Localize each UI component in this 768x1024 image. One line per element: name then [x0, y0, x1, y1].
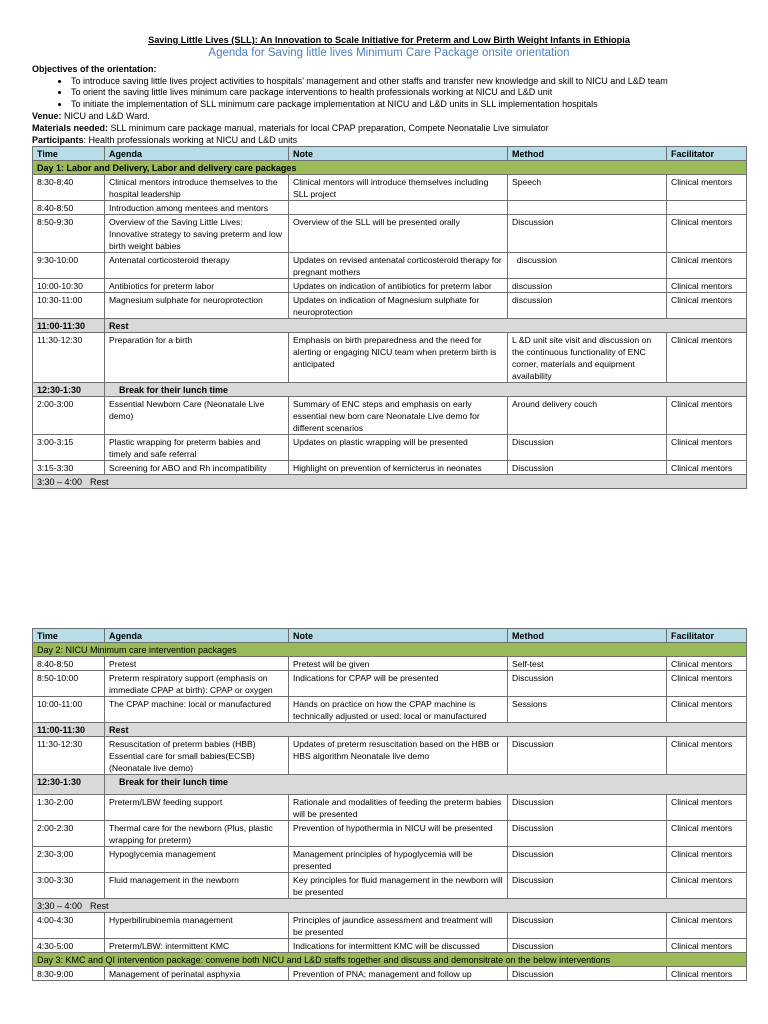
cell-facilitator: Clinical mentors [667, 821, 747, 847]
cell-agenda: Hypoglycemia management [105, 847, 289, 873]
cell-note: Highlight on prevention of kernicterus in neonates [289, 461, 508, 475]
lunch-time: 12:30-1:30 [33, 383, 105, 397]
cell-facilitator: Clinical mentors [667, 967, 747, 981]
cell-time: 3:15-3:30 [33, 461, 105, 475]
cell-agenda: Management of perinatal asphyxia [105, 967, 289, 981]
cell-note: Prevention of hypothermia in NICU will be presented [289, 821, 508, 847]
venue-value: NICU and L&D Ward. [61, 111, 150, 121]
rest-time: 11:00-11:30 [33, 723, 105, 737]
cell-time: 9:30-10:00 [33, 253, 105, 279]
cell-facilitator: Clinical mentors [667, 461, 747, 475]
day-heading-row [33, 643, 747, 657]
table-header-row [33, 629, 747, 643]
cell-facilitator: Clinical mentors [667, 215, 747, 253]
header-facilitator: Facilitator [667, 147, 747, 161]
cell-method: Self-test [508, 657, 667, 671]
header-method: Method [508, 629, 667, 643]
rest-time: 11:00-11:30 [33, 319, 105, 333]
table-row [33, 201, 747, 215]
lunch-label: Break for their lunch time [105, 775, 747, 795]
cell-time: 8:40-8:50 [33, 657, 105, 671]
cell-method: Discussion [508, 939, 667, 953]
table-row [33, 847, 747, 873]
day2-agenda-table [32, 628, 747, 981]
cell-note: Updates on indication of Magnesium sulphate for neuroprotection [289, 293, 508, 319]
cell-method: Discussion [508, 913, 667, 939]
cell-method: Discussion [508, 967, 667, 981]
rest-row [33, 899, 747, 913]
day1-title: Day 1: Labor and Delivery, Labor and delivery care packages [33, 161, 747, 175]
cell-agenda: Resuscitation of preterm babies (HBB) Essential care for small babies(ECSB) (Neonatale live demo) [105, 737, 289, 775]
cell-time: 2:00-2:30 [33, 821, 105, 847]
rest-cell [33, 475, 747, 489]
lunch-time: 12:30-1:30 [33, 775, 105, 795]
cell-facilitator: Clinical mentors [667, 175, 747, 201]
cell-agenda: Screening for ABO and Rh incompatibility [105, 461, 289, 475]
cell-method: discussion [508, 293, 667, 319]
table-row [33, 657, 747, 671]
cell-note: Updates of preterm resuscitation based on the HBB or HBS algorithm Neonatale live demo [289, 737, 508, 775]
table-row [33, 795, 747, 821]
venue-label: Venue: [32, 111, 62, 121]
cell-time: 8:50-9:30 [33, 215, 105, 253]
cell-method: Discussion [508, 795, 667, 821]
table-row [33, 397, 747, 435]
day-heading-row [33, 161, 747, 175]
cell-time: 8:30-8:40 [33, 175, 105, 201]
cell-time: 10:30-11:00 [33, 293, 105, 319]
cell-method [508, 201, 667, 215]
cell-time: 8:30-9:00 [33, 967, 105, 981]
cell-time: 4:00-4:30 [33, 913, 105, 939]
cell-note: Overview of the SLL will be presented orally [289, 215, 508, 253]
cell-method: Discussion [508, 215, 667, 253]
cell-note: Updates on plastic wrapping will be presented [289, 435, 508, 461]
cell-note: Principles of jaundice assessment and treatment will be presented [289, 913, 508, 939]
day3-title: Day 3: KMC and QI intervention package: convene both NICU and L&D staffs together and discuss and demonsitrate on the below interventions [33, 953, 747, 967]
header-time: Time [33, 147, 105, 161]
document [32, 34, 746, 489]
cell-agenda: Antibiotics for preterm labor [105, 279, 289, 293]
cell-note: Summary of ENC steps and emphasis on early essential new born care Neonatale Live demo for different scenarios [289, 397, 508, 435]
table-row [33, 435, 747, 461]
table-row [33, 697, 747, 723]
rest-time: 3:30 – 4:00 [37, 477, 83, 487]
day1-agenda-table [32, 146, 747, 489]
cell-note: Clinical mentors will introduce themselves including SLL project [289, 175, 508, 201]
cell-method: discussion [508, 279, 667, 293]
header-agenda: Agenda [105, 147, 289, 161]
day2-title: Day 2: NICU Minimum care intervention packages [33, 643, 747, 657]
cell-agenda: Hyperbilirubinemia management [105, 913, 289, 939]
cell-agenda: Magnesium sulphate for neuroprotection [105, 293, 289, 319]
cell-facilitator: Clinical mentors [667, 795, 747, 821]
cell-method: Sessions [508, 697, 667, 723]
table-row [33, 939, 747, 953]
header-note: Note [289, 629, 508, 643]
rest-row [33, 475, 747, 489]
lunch-row [33, 775, 747, 795]
cell-time: 4:30-5:00 [33, 939, 105, 953]
participants-label: Participants [32, 135, 84, 145]
table-row [33, 293, 747, 319]
cell-method: L &D unit site visit and discussion on the continuous functionality of ENC corner, materials and equipment availability [508, 333, 667, 383]
table-row [33, 671, 747, 697]
cell-time: 11:30-12:30 [33, 737, 105, 775]
cell-note [289, 201, 508, 215]
cell-agenda: Preterm respiratory support (emphasis on immediate CPAP at birth): CPAP or oxygen [105, 671, 289, 697]
cell-time: 11:30-12:30 [33, 333, 105, 383]
cell-agenda: Preterm/LBW feeding support [105, 795, 289, 821]
cell-agenda: Essential Newborn Care (Neonatale Live demo) [105, 397, 289, 435]
cell-method: Discussion [508, 737, 667, 775]
cell-method: Discussion [508, 821, 667, 847]
cell-facilitator: Clinical mentors [667, 873, 747, 899]
rest-row [33, 723, 747, 737]
rest-row [33, 319, 747, 333]
participants-value: : Health professionals working at NICU and L&D units [83, 135, 298, 145]
cell-method: Discussion [508, 873, 667, 899]
materials-label: Materials needed: [32, 123, 109, 133]
document-subtitle: Agenda for Saving little lives Minimum Care Package onsite orientation [208, 47, 570, 59]
cell-note: Emphasis on birth preparedness and the need for alerting or engaging NICU team when preterm birth is anticipated [289, 333, 508, 383]
table-row [33, 279, 747, 293]
day-heading-row [33, 953, 747, 967]
cell-facilitator [667, 201, 747, 215]
cell-time: 2:00-3:00 [33, 397, 105, 435]
materials-value: SLL minimum care package manual, materials for local CPAP preparation, Compete Neonatalie Live simulator [108, 123, 549, 133]
table-row [33, 333, 747, 383]
cell-facilitator: Clinical mentors [667, 253, 747, 279]
cell-note: Rationale and modalities of feeding the preterm babies will be presented [289, 795, 508, 821]
cell-note: Updates on indication of antibiotics for preterm labor [289, 279, 508, 293]
rest-time: 3:30 – 4:00 [37, 901, 83, 911]
table-row [33, 873, 747, 899]
cell-facilitator: Clinical mentors [667, 293, 747, 319]
rest-cell [33, 899, 747, 913]
cell-facilitator: Clinical mentors [667, 847, 747, 873]
materials-line [32, 122, 746, 134]
cell-note: Pretest will be given [289, 657, 508, 671]
rest-label: Rest [90, 477, 109, 487]
objective-item: • To initiate the implementation of SLL minimum care package implementation at NICU and L&D units in SLL implementation hospitals [70, 99, 746, 111]
cell-agenda: Thermal care for the newborn (Plus, plastic wrapping for preterm) [105, 821, 289, 847]
cell-method: Around delivery couch [508, 397, 667, 435]
document-title: Saving Little Lives (SLL): An Innovation to Scale Initiative for Preterm and Low Birth Weight Infants in Ethiopia [148, 35, 630, 45]
participants-line [32, 134, 746, 146]
cell-time: 8:40-8:50 [33, 201, 105, 215]
cell-method: Discussion [508, 671, 667, 697]
cell-agenda: Pretest [105, 657, 289, 671]
table-row [33, 821, 747, 847]
cell-time: 1:30-2:00 [33, 795, 105, 821]
objective-item: • To orient the saving little lives minimum care package interventions to health professionals working at NICU and L&D unit [70, 87, 746, 99]
lunch-row [33, 383, 747, 397]
header-time: Time [33, 629, 105, 643]
cell-facilitator: Clinical mentors [667, 279, 747, 293]
cell-facilitator: Clinical mentors [667, 697, 747, 723]
cell-method: Speech [508, 175, 667, 201]
cell-note: Management principles of hypoglycemia will be presented [289, 847, 508, 873]
objectives-heading: Objectives of the orientation: [32, 64, 157, 74]
cell-agenda: Fluid management in the newborn [105, 873, 289, 899]
cell-facilitator: Clinical mentors [667, 397, 747, 435]
cell-method: Discussion [508, 847, 667, 873]
cell-agenda: Plastic wrapping for preterm babies and timely and safe referral [105, 435, 289, 461]
cell-facilitator: Clinical mentors [667, 939, 747, 953]
cell-facilitator: Clinical mentors [667, 435, 747, 461]
table-row [33, 967, 747, 981]
table-row [33, 215, 747, 253]
cell-time: 10:00-10:30 [33, 279, 105, 293]
cell-note: Hands on practice on how the CPAP machine is technically adjusted or used: local or manufactured [289, 697, 508, 723]
cell-method: Discussion [508, 435, 667, 461]
objective-item: • To introduce saving little lives project activities to hospitals’ management and other staffs and transfer new knowledge and skill to NICU and L&D team [70, 76, 746, 88]
cell-facilitator: Clinical mentors [667, 333, 747, 383]
table-row [33, 175, 747, 201]
cell-note: Key principles for fluid management in the newborn will be presented [289, 873, 508, 899]
table-row [33, 253, 747, 279]
cell-note: Prevention of PNA; management and follow up [289, 967, 508, 981]
cell-time: 10:00-11:00 [33, 697, 105, 723]
cell-agenda: The CPAP machine: local or manufactured [105, 697, 289, 723]
cell-agenda: Introduction among mentees and mentors [105, 201, 289, 215]
cell-agenda: Antenatal corticosteroid therapy [105, 253, 289, 279]
header-facilitator: Facilitator [667, 629, 747, 643]
cell-agenda: Overview of the Saving Little Lives: Innovative strategy to saving preterm and low birth weight babies [105, 215, 289, 253]
lunch-label: Break for their lunch time [105, 383, 747, 397]
cell-agenda: Clinical mentors introduce themselves to the hospital leadership [105, 175, 289, 201]
table-row [33, 461, 747, 475]
rest-label: Rest [105, 319, 747, 333]
day2-3-table-container [32, 628, 747, 981]
cell-time: 3:00-3:30 [33, 873, 105, 899]
objectives-list [32, 76, 746, 111]
cell-facilitator: Clinical mentors [667, 671, 747, 697]
table-row [33, 913, 747, 939]
header-agenda: Agenda [105, 629, 289, 643]
cell-time: 8:50-10:00 [33, 671, 105, 697]
rest-label: Rest [90, 901, 109, 911]
header-method: Method [508, 147, 667, 161]
cell-facilitator: Clinical mentors [667, 913, 747, 939]
cell-time: 3:00-3:15 [33, 435, 105, 461]
venue-line [32, 110, 746, 122]
cell-note: Indications for intermittent KMC will be discussed [289, 939, 508, 953]
cell-agenda: Preparation for a birth [105, 333, 289, 383]
cell-facilitator: Clinical mentors [667, 737, 747, 775]
rest-label: Rest [105, 723, 747, 737]
cell-method: Discussion [508, 461, 667, 475]
cell-note: Indications for CPAP will be presented [289, 671, 508, 697]
cell-agenda: Preterm/LBW: intermittent KMC [105, 939, 289, 953]
table-row [33, 737, 747, 775]
cell-note: Updates on revised antenatal corticosteroid therapy for pregnant mothers [289, 253, 508, 279]
header-note: Note [289, 147, 508, 161]
table-header-row [33, 147, 747, 161]
cell-method: discussion [508, 253, 667, 279]
cell-time: 2:30-3:00 [33, 847, 105, 873]
cell-facilitator: Clinical mentors [667, 657, 747, 671]
